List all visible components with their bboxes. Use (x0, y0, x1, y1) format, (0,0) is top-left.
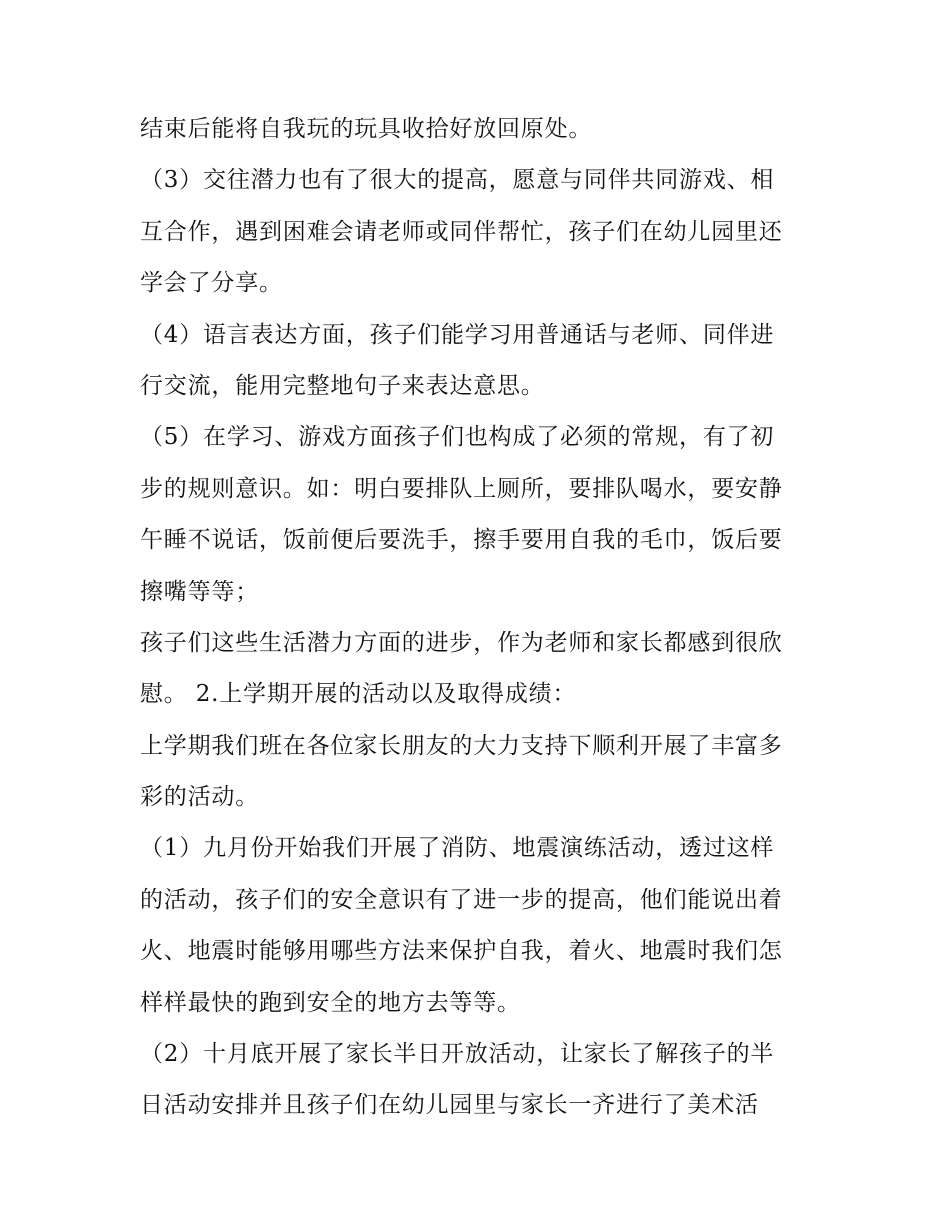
text-line: 学会了分享。 (140, 270, 283, 297)
text-line: 互合作，遇到困难会请老师或同伴帮忙，孩子们在幼儿园里还 (140, 218, 783, 245)
text-line: 孩子们这些生活潜力方面的进步，作为老师和家长都感到很欣 (140, 629, 783, 656)
text-line: （3）交往潜力也有了很大的提高，愿意与同伴共同游戏、相 (140, 167, 775, 194)
text-line: 日活动安排并且孩子们在幼儿园里与家长一齐进行了美术活 (140, 1092, 759, 1119)
text-line: 彩的活动。 (140, 784, 259, 811)
text-line: 的活动，孩子们的安全意识有了进一步的提高，他们能说出着 (140, 886, 783, 913)
text-line: 慰。 2.上学期开展的活动以及取得成绩： (140, 681, 577, 708)
text-line: （4）语言表达方面，孩子们能学习用普通话与老师、同伴进 (140, 321, 775, 348)
text-line: （5）在学习、游戏方面孩子们也构成了必须的常规，有了初 (140, 424, 775, 451)
document-body (140, 104, 820, 1132)
text-line: （2）十月底开展了家长半日开放活动，让家长了解孩子的半 (140, 1041, 775, 1068)
text-line: 行交流，能用完整地句子来表达意思。 (140, 372, 545, 399)
text-line: 结束后能将自我玩的玩具收拾好放回原处。 (140, 116, 593, 142)
text-line: 步的规则意识。如：明白要排队上厕所，要排队喝水，要安静 (140, 475, 783, 502)
text-line: （1）九月份开始我们开展了消防、地震演练活动，透过这样 (140, 835, 775, 862)
text-line: 火、地震时能够用哪些方法来保护自我，着火、地震时我们怎 (140, 938, 783, 965)
text-line: 擦嘴等等； (140, 578, 259, 605)
text-line: 午睡不说话，饭前便后要洗手，擦手要用自我的毛巾，饭后要 (140, 527, 783, 554)
text-line: 样样最快的跑到安全的地方去等等。 (140, 989, 521, 1016)
text-line: 上学期我们班在各位家长朋友的大力支持下顺利开展了丰富多 (140, 732, 783, 759)
